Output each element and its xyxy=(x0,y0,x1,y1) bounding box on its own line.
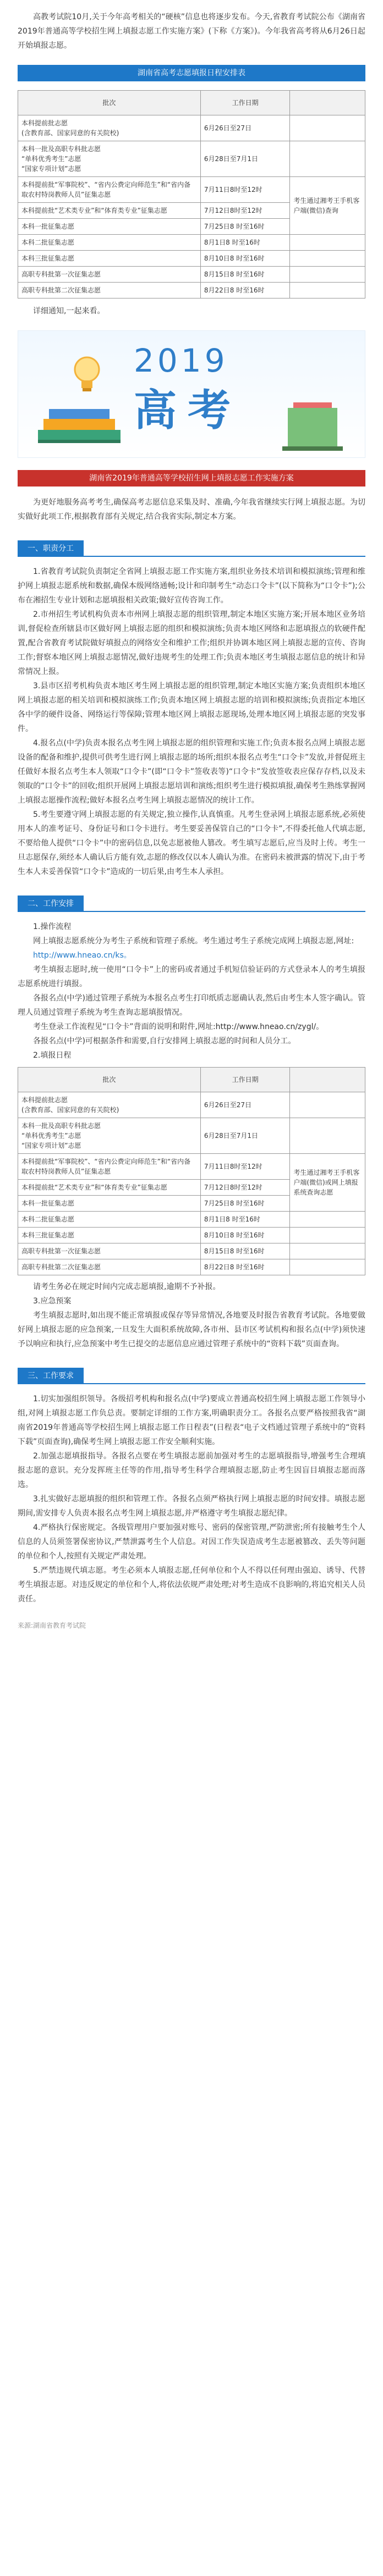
schedule-table xyxy=(18,90,365,298)
cell-batch: 本科一批及高职专科批志愿 “单科优秀考生”志愿 “国家专项计划”志愿 xyxy=(18,1118,201,1154)
schedule-notice: 请考生务必在规定时间内完成志愿填报,逾期不予补报。 xyxy=(33,1283,221,1291)
table-row xyxy=(18,1228,365,1243)
section-1-title: 一、职责分工 xyxy=(18,540,84,557)
cell-empty xyxy=(290,251,365,267)
cell-batch: 本科提前批“军事院校”、“省内公费定向师范生”和“省内备取农村特岗教师人员”征集志愿 xyxy=(18,177,201,203)
cell-empty xyxy=(290,1243,365,1259)
cell-empty xyxy=(290,141,365,177)
section-3-para: 3.扎实做好志愿填报的组织和管理工作。各报名点须严格执行网上填报志愿的时间安排。填报志愿期间,需安排专人负责本报名点考生网上填报志愿,并严格遵守考生填报志愿纪律。 xyxy=(18,1495,365,1518)
plan-intro: 为更好地服务高考考生,确保高考志愿信息采集及时、准确,今年我省继续实行网上填报志愿。为切实做好此项工作,根据教育部有关规定,结合我省实际,制定本方案。 xyxy=(18,498,365,521)
schedule-banner: 湖南省高考志愿填报日程安排表 xyxy=(18,65,365,81)
op-para: 考生登录工作流程见“口令卡”背面的说明和附件,网址:http://www.hneao.cn/zygl/。 xyxy=(33,1022,324,1031)
cell-batch: 高职专科批第一次征集志愿 xyxy=(18,267,201,283)
table-row xyxy=(18,267,365,283)
source-note: 来源:湖南省教育考试院 xyxy=(18,1622,86,1629)
hero-year: 2019 xyxy=(134,342,228,379)
cell-time: 7月25日8 时至16时 xyxy=(200,219,290,235)
op-para: 各报名点(中学)可根据条件和需要,自行安排网上填报志愿的时间和人员分工。 xyxy=(33,1037,296,1046)
cell-empty xyxy=(290,1228,365,1243)
cell-time: 8月10日8 时至16时 xyxy=(200,251,290,267)
table-row xyxy=(18,1243,365,1259)
cell-time: 8月22日8 时至16时 xyxy=(200,1259,290,1275)
section-1-para: 5.考生要遵守网上填报志愿的有关规定,独立操作,认真慎重。凡考生登录网上填报志愿系统,必须使用本人的准考证号、身份证号和口令卡进行。考生要妥善保管自己的“口令卡”,不得委托他人代填志愿,不要给他人提供“口令卡”中的密码信息,以免志愿被他人篡改。考生填写志愿后,应当及时上传。考生一旦志愿保存,须经本人确认后方能有效,志愿的修改仅以本人确认为准。在密码未被泄露的情况下,由于考生本人未妥善保管“口令卡”造成的一切后果,由考生本人承担。 xyxy=(18,810,365,876)
cell-batch: 高职专科批第二次征集志愿 xyxy=(18,283,201,298)
header-remark xyxy=(290,91,365,115)
cell-time: 7月11日8时至12时 xyxy=(200,1154,290,1180)
cell-remark: 考生通过湘考王手机客户端(微信)查询 xyxy=(290,177,365,235)
intro-paragraph: 高教考试院10月,关于今年高考相关的“硬核”信息也将逐步发布。今天,省教育考试院公布《湖南省2019年普通高等学校招生网上填报志愿工作实施方案》(下称《方案》)。今年我省高考将从6月26日起开始填报志愿。 xyxy=(18,13,365,50)
cell-time: 6月26日至27日 xyxy=(200,1092,290,1118)
section-3-para: 4.严格执行保密规定。各级管理用户要加强对账号、密码的保密管理,严防泄密;所有接触考生个人信息的人员须签署保密协议,严禁泄露考生个人信息。对因工作失误造成考生志愿被篡改、丢失等问题的单位和个人,按照有关规定严肃处理。 xyxy=(18,1523,365,1561)
cell-empty xyxy=(290,1118,365,1154)
cell-time: 7月25日8 时至16时 xyxy=(200,1196,290,1212)
header-batch: 批次 xyxy=(18,91,201,115)
section-1-header xyxy=(18,539,365,557)
cell-time: 8月10日8 时至16时 xyxy=(200,1228,290,1243)
section-1-para: 2.市州招生考试机构负责本市州网上填报志愿的组织管理,制定本地区实施方案;开展本地区业务培训,督促检查所辖县市区做好网上填报志愿的组织和模拟演练;负责本地区网络和志愿填报点的软硬件配置,配合省教育考试院做好填报点的网络安全和维护工作;组织并协调本地区网上填报志愿的宣传、咨询工作;督察本地区网上填报志愿情况,做好违规考生的处理工作;负责本地区考生填报志愿信息的统计和异常情况上报。 xyxy=(18,610,365,676)
cell-batch: 本科二批征集志愿 xyxy=(18,235,201,251)
header-remark xyxy=(290,1068,365,1092)
schedule-table-body xyxy=(18,115,365,298)
cell-time: 8月1日8 时至16时 xyxy=(200,235,290,251)
section-2-header xyxy=(18,894,365,912)
cell-batch: 高职专科批第一次征集志愿 xyxy=(18,1243,201,1259)
table-row xyxy=(18,251,365,267)
table-row xyxy=(18,235,365,251)
cell-empty xyxy=(290,283,365,298)
table-row xyxy=(18,177,365,203)
section-3-para: 5.严禁违规代填志愿。考生必须本人填报志愿,任何单位和个人不得以任何理由强迫、诱导、代替考生填报志愿。对违反规定的单位和个人,将依法依规严肃处理;对考生造成不良影响的,将追究相关人员责任。 xyxy=(18,1566,365,1604)
plan-banner: 湖南省2019年普通高等学校招生网上填报志愿工作实施方案 xyxy=(18,470,365,487)
cell-batch: 本科三批征集志愿 xyxy=(18,251,201,267)
after-table-note: 详细通知,一起来看。 xyxy=(33,307,105,316)
cell-time: 8月1日8 时至16时 xyxy=(200,1212,290,1228)
section-1-para: 1.省教育考试院负责制定全省网上填报志愿工作实施方案,组织业务技术培训和模拟演练;管理和维护网上填报志愿系统和数据,确保本级网络通畅;设计和印制考生“动态口令卡”(以下简称为“口令卡”);公布在湘招生专业计划和志愿填报相关政策;做好宣传咨询工作。 xyxy=(18,567,365,605)
cell-batch: 本科提前批“艺术类专业”和“体育类专业”征集志愿 xyxy=(18,1180,201,1196)
cell-batch: 本科提前批“艺术类专业”和“体育类专业”征集志愿 xyxy=(18,203,201,219)
table-header-row xyxy=(18,1068,365,1092)
section-3-para: 2.加强志愿填报指导。各报名点要在考生填报志愿前加强对考生的志愿填报指导,增强考生合理填报志愿的意识。充分发挥班主任等的作用,指导考生科学合理填报志愿,防止考生因盲目填报志愿而落选。 xyxy=(18,1452,365,1489)
section-1-para: 3.县市区招考机构负责本地区考生网上填报志愿的组织管理,制定本地区实施方案;负责组织本地区网上填报志愿的相关培训和模拟演练工作;负责本地区网上填报志愿的培训和模拟演练;负责指定本地区各中学的硬件设备、网络运行等保障;管理本地区网上填报志愿现场,处理本地区网上填报志愿的突发事件。 xyxy=(18,682,365,733)
cell-batch: 高职专科批第二次征集志愿 xyxy=(18,1259,201,1275)
cell-batch: 本科三批征集志愿 xyxy=(18,1228,201,1243)
cell-empty xyxy=(290,1212,365,1228)
cell-time: 7月12日8时至12时 xyxy=(200,203,290,219)
cell-time: 7月12日8时至12时 xyxy=(200,1180,290,1196)
table-row xyxy=(18,1118,365,1154)
cell-time: 8月15日8 时至16时 xyxy=(200,1243,290,1259)
table-header-row xyxy=(18,91,365,115)
op-title: 1.操作流程 xyxy=(33,922,72,931)
emergency-para: 考生填报志愿时,如出现不能正常填报或保存等异常情况,各地要及时报告省教育考试院。各地要做好网上填报志愿的应急预案,一旦发生大面积系统故障,各市州、县市区考试机构和报名点(中学)须快速予以响应和执行,应急预案中考生已提交的志愿信息应通过管理子系统中的“资料下载”页面查询。 xyxy=(18,1311,365,1348)
emergency-title: 3.应急预案 xyxy=(33,1297,72,1306)
cell-empty xyxy=(290,267,365,283)
section-2-title: 二、工作安排 xyxy=(18,895,84,912)
cell-batch: 本科一批征集志愿 xyxy=(18,1196,201,1212)
section-3-para: 1.切实加强组织领导。各级招考机构和报名点(中学)要成立普通高校招生网上填报志愿工作领导小组,对网上填报志愿工作负总责。要制定详细的工作方案,明确职责分工。各报名点要严格按照我省“湖南省2019年普通高等学校招生网上填报志愿工作日程表”(日程表“电子文档通过管理子系统中的“资料下载”页面查询),确保考生网上填报志愿工作安全顺利实施。 xyxy=(18,1395,365,1446)
stack-icon xyxy=(277,397,348,452)
cell-time: 7月11日8时至12时 xyxy=(200,177,290,203)
op-para: 考生填报志愿时,统一使用“口令卡”上的密码或者通过手机短信验证码的方式登录本人的考生填报志愿系统进行填报。 xyxy=(18,965,365,988)
cell-empty xyxy=(290,1259,365,1275)
table-row xyxy=(18,1154,365,1180)
table-row xyxy=(18,1092,365,1118)
cell-time: 6月28日至7月1日 xyxy=(200,141,290,177)
table-row xyxy=(18,1259,365,1275)
cell-batch: 本科一批征集志愿 xyxy=(18,219,201,235)
schedule-table-2 xyxy=(18,1067,365,1275)
table-row xyxy=(18,115,365,141)
header-time: 工作日期 xyxy=(200,91,290,115)
cell-empty xyxy=(290,115,365,141)
section-3-header xyxy=(18,1367,365,1384)
cell-batch: 本科二批征集志愿 xyxy=(18,1212,201,1228)
hero-word: 高考 xyxy=(134,386,242,435)
cell-time: 8月15日8 时至16时 xyxy=(200,267,290,283)
op-url-link[interactable]: http://www.hneao.cn/ks。 xyxy=(33,951,132,960)
cell-time: 8月22日8 时至16时 xyxy=(200,283,290,298)
cell-batch: 本科提前批志愿 (含教育部、国家同意的有关院校) xyxy=(18,1092,201,1118)
hero-banner xyxy=(18,330,365,458)
cell-batch: 本科提前批“军事院校”、“省内公费定向师范生”和“省内备取农村特岗教师人员”征集志愿 xyxy=(18,1154,201,1180)
table-row xyxy=(18,1212,365,1228)
books-icon xyxy=(38,397,121,452)
cell-empty xyxy=(290,235,365,251)
cell-empty xyxy=(290,1092,365,1118)
schedule-table-2-body xyxy=(18,1092,365,1275)
table-row xyxy=(18,141,365,177)
header-time: 工作日期 xyxy=(200,1068,290,1092)
cell-remark: 考生通过湘考王手机客户端(微信)或网上填报系统查询志愿 xyxy=(290,1154,365,1212)
section-1-para: 4.报名点(中学)负责本报名点考生网上填报志愿的组织管理和实施工作;负责本报名点网上填报志愿设备的配备和维护,提供可供考生进行网上填报志愿的场所;组织本报名点考生“口令卡”发放,并督促班主任做好本报名点考生本人领取“口令卡”(即“口令卡”签收表等)“口令卡”发放签收表应保存存档,以及未领取的“口令卡”的回收;组织开展网上填报志愿培训和演练;组织考生进行模拟填报,确保考生熟练掌握网上填报志愿操作流程;做好本报名点考生网上填报志愿情况的统计工作。 xyxy=(18,739,365,805)
section-3-title: 三、工作要求 xyxy=(18,1368,84,1384)
sched-title: 2.填报日程 xyxy=(33,1051,72,1060)
cell-time: 6月26日至27日 xyxy=(200,115,290,141)
cell-batch: 本科提前批志愿 (含教育部、国家同意的有关院校) xyxy=(18,115,201,141)
cell-batch: 本科一批及高职专科批志愿 “单科优秀考生”志愿 “国家专项计划”志愿 xyxy=(18,141,201,177)
op-para: 网上填报志愿系统分为考生子系统和管理子系统。考生通过考生子系统完成网上填报志愿,网址: xyxy=(33,937,354,946)
op-para: 各报名点(中学)通过管理子系统为本报名点考生打印纸质志愿确认表,然后由考生本人签字确认。管理人员通过管理子系统为考生查询志愿填报情况。 xyxy=(18,994,365,1017)
table-row xyxy=(18,283,365,298)
cell-time: 6月28日至7月1日 xyxy=(200,1118,290,1154)
header-batch: 批次 xyxy=(18,1068,201,1092)
lightbulb-icon xyxy=(68,353,106,397)
